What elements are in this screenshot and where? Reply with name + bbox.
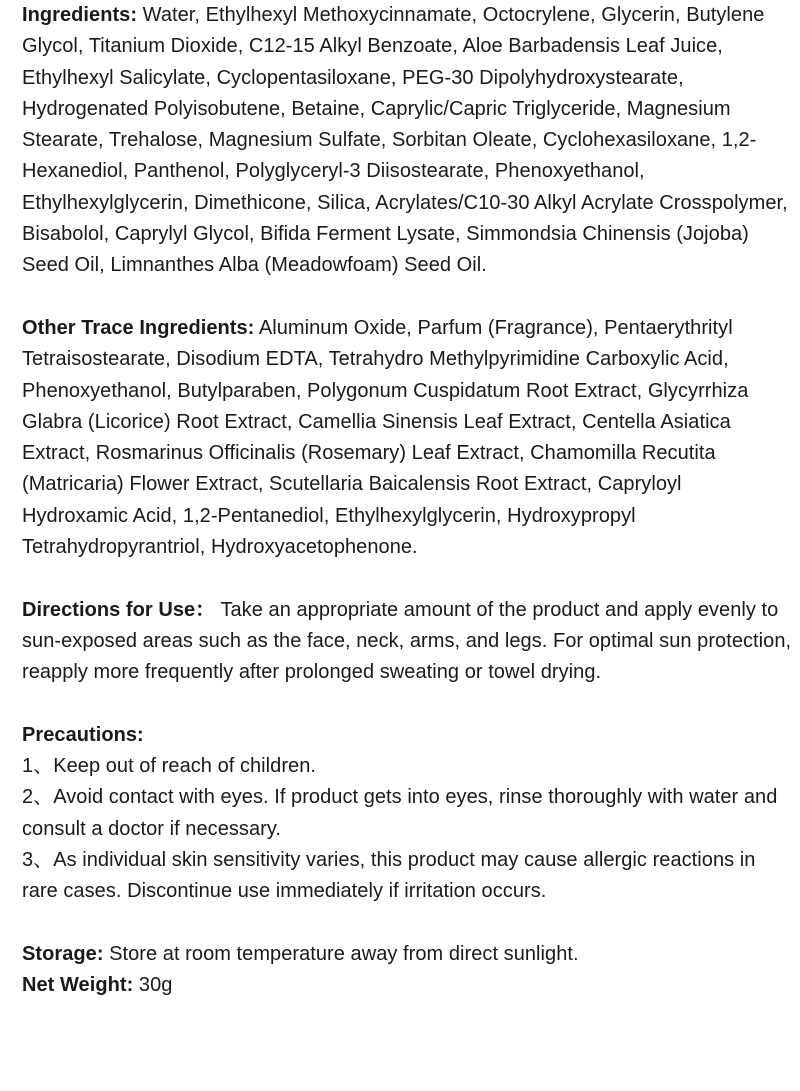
ingredients-text: Water, Ethylhexyl Methoxycinnamate, Octocrylene, Glycerin, Butylene Glycol, Titanium Dioxide, C12-15 Alkyl Benzoate, Aloe Barbadensis Leaf Juice, Ethylhexyl Salicylate, Cyclopentasiloxane, PEG-30 Dipolyhydroxystearate, Hydrogenated Polyisobutene, Betaine, Caprylic/Capric Triglyceride, Magnesium Stearate, Trehalose, Magnesium Sulfate, Sorbitan Oleate, Cyclohexasiloxane, 1,2-Hexanediol, Panthenol, Polyglyceryl-3 Diisostearate, Phenoxyethanol, Ethylhexylglycerin, Dimethicone, Silica, Acrylates/C10-30 Alkyl Acrylate Crosspolymer, Bisabolol, Caprylyl Glycol, Bifida Ferment Lysate, Simmondsia Chinensis (Jojoba) Seed Oil, Limnanthes Alba (Meadowfoam) Seed Oil. bbox=[22, 4, 788, 277]
ingredients-section bbox=[22, 0, 792, 282]
trace-ingredients-label: Other Trace Ingredients: bbox=[22, 316, 255, 339]
product-label-document bbox=[22, 0, 792, 1002]
trace-ingredients-text: Aluminum Oxide, Parfum (Fragrance), Pentaerythrityl Tetraisostearate, Disodium EDTA, Tetrahydro Methylpyrimidine Carboxylic Acid, Phenoxyethanol, Butylparaben, Polygonum Cuspidatum Root Extract, Glycyrrhiza Glabra (Licorice) Root Extract, Camellia Sinensis Leaf Extract, Centella Asiatica Extract, Rosmarinus Officinalis (Rosemary) Leaf Extract, Chamomilla Recutita (Matricaria) Flower Extract, Scutellaria Baicalensis Root Extract, Capryloyl Hydroxamic Acid, 1,2-Pentanediol, Ethylhexylglycerin, Hydroxypropyl Tetrahydropyrantriol, Hydroxyacetophenone. bbox=[22, 316, 749, 559]
directions-text: Take an appropriate amount of the product and apply evenly to sun-exposed areas such as the face, neck, arms, and legs. For optimal sun protection, reapply more frequently after prolonged sweating or towel drying. bbox=[22, 598, 792, 684]
directions-section bbox=[22, 595, 792, 689]
storage-text: Store at room temperature away from direct sunlight. bbox=[103, 942, 579, 965]
spacer bbox=[22, 689, 792, 720]
trace-ingredients-section bbox=[22, 313, 792, 563]
spacer bbox=[22, 908, 792, 939]
spacer bbox=[22, 282, 792, 313]
directions-label: Directions for Use： bbox=[22, 598, 216, 621]
precautions-label: Precautions: bbox=[22, 723, 144, 746]
precaution-item: 3、As individual skin sensitivity varies, this product may cause allergic reactions in rare cases. Discontinue use immediately if irritation occurs. bbox=[22, 849, 756, 903]
ingredients-label: Ingredients: bbox=[22, 4, 138, 26]
spacer bbox=[22, 563, 792, 594]
precaution-item: 1、Keep out of reach of children. bbox=[22, 755, 317, 778]
precaution-item: 2、Avoid contact with eyes. If product gets into eyes, rinse thoroughly with water and consult a doctor if necessary. bbox=[22, 786, 778, 840]
storage-label: Storage: bbox=[22, 942, 104, 965]
storage-section bbox=[22, 939, 792, 970]
net-weight-label: Net Weight: bbox=[22, 974, 134, 997]
net-weight-section bbox=[22, 970, 792, 1001]
net-weight-text: 30g bbox=[133, 974, 173, 997]
precautions-section bbox=[22, 720, 792, 908]
